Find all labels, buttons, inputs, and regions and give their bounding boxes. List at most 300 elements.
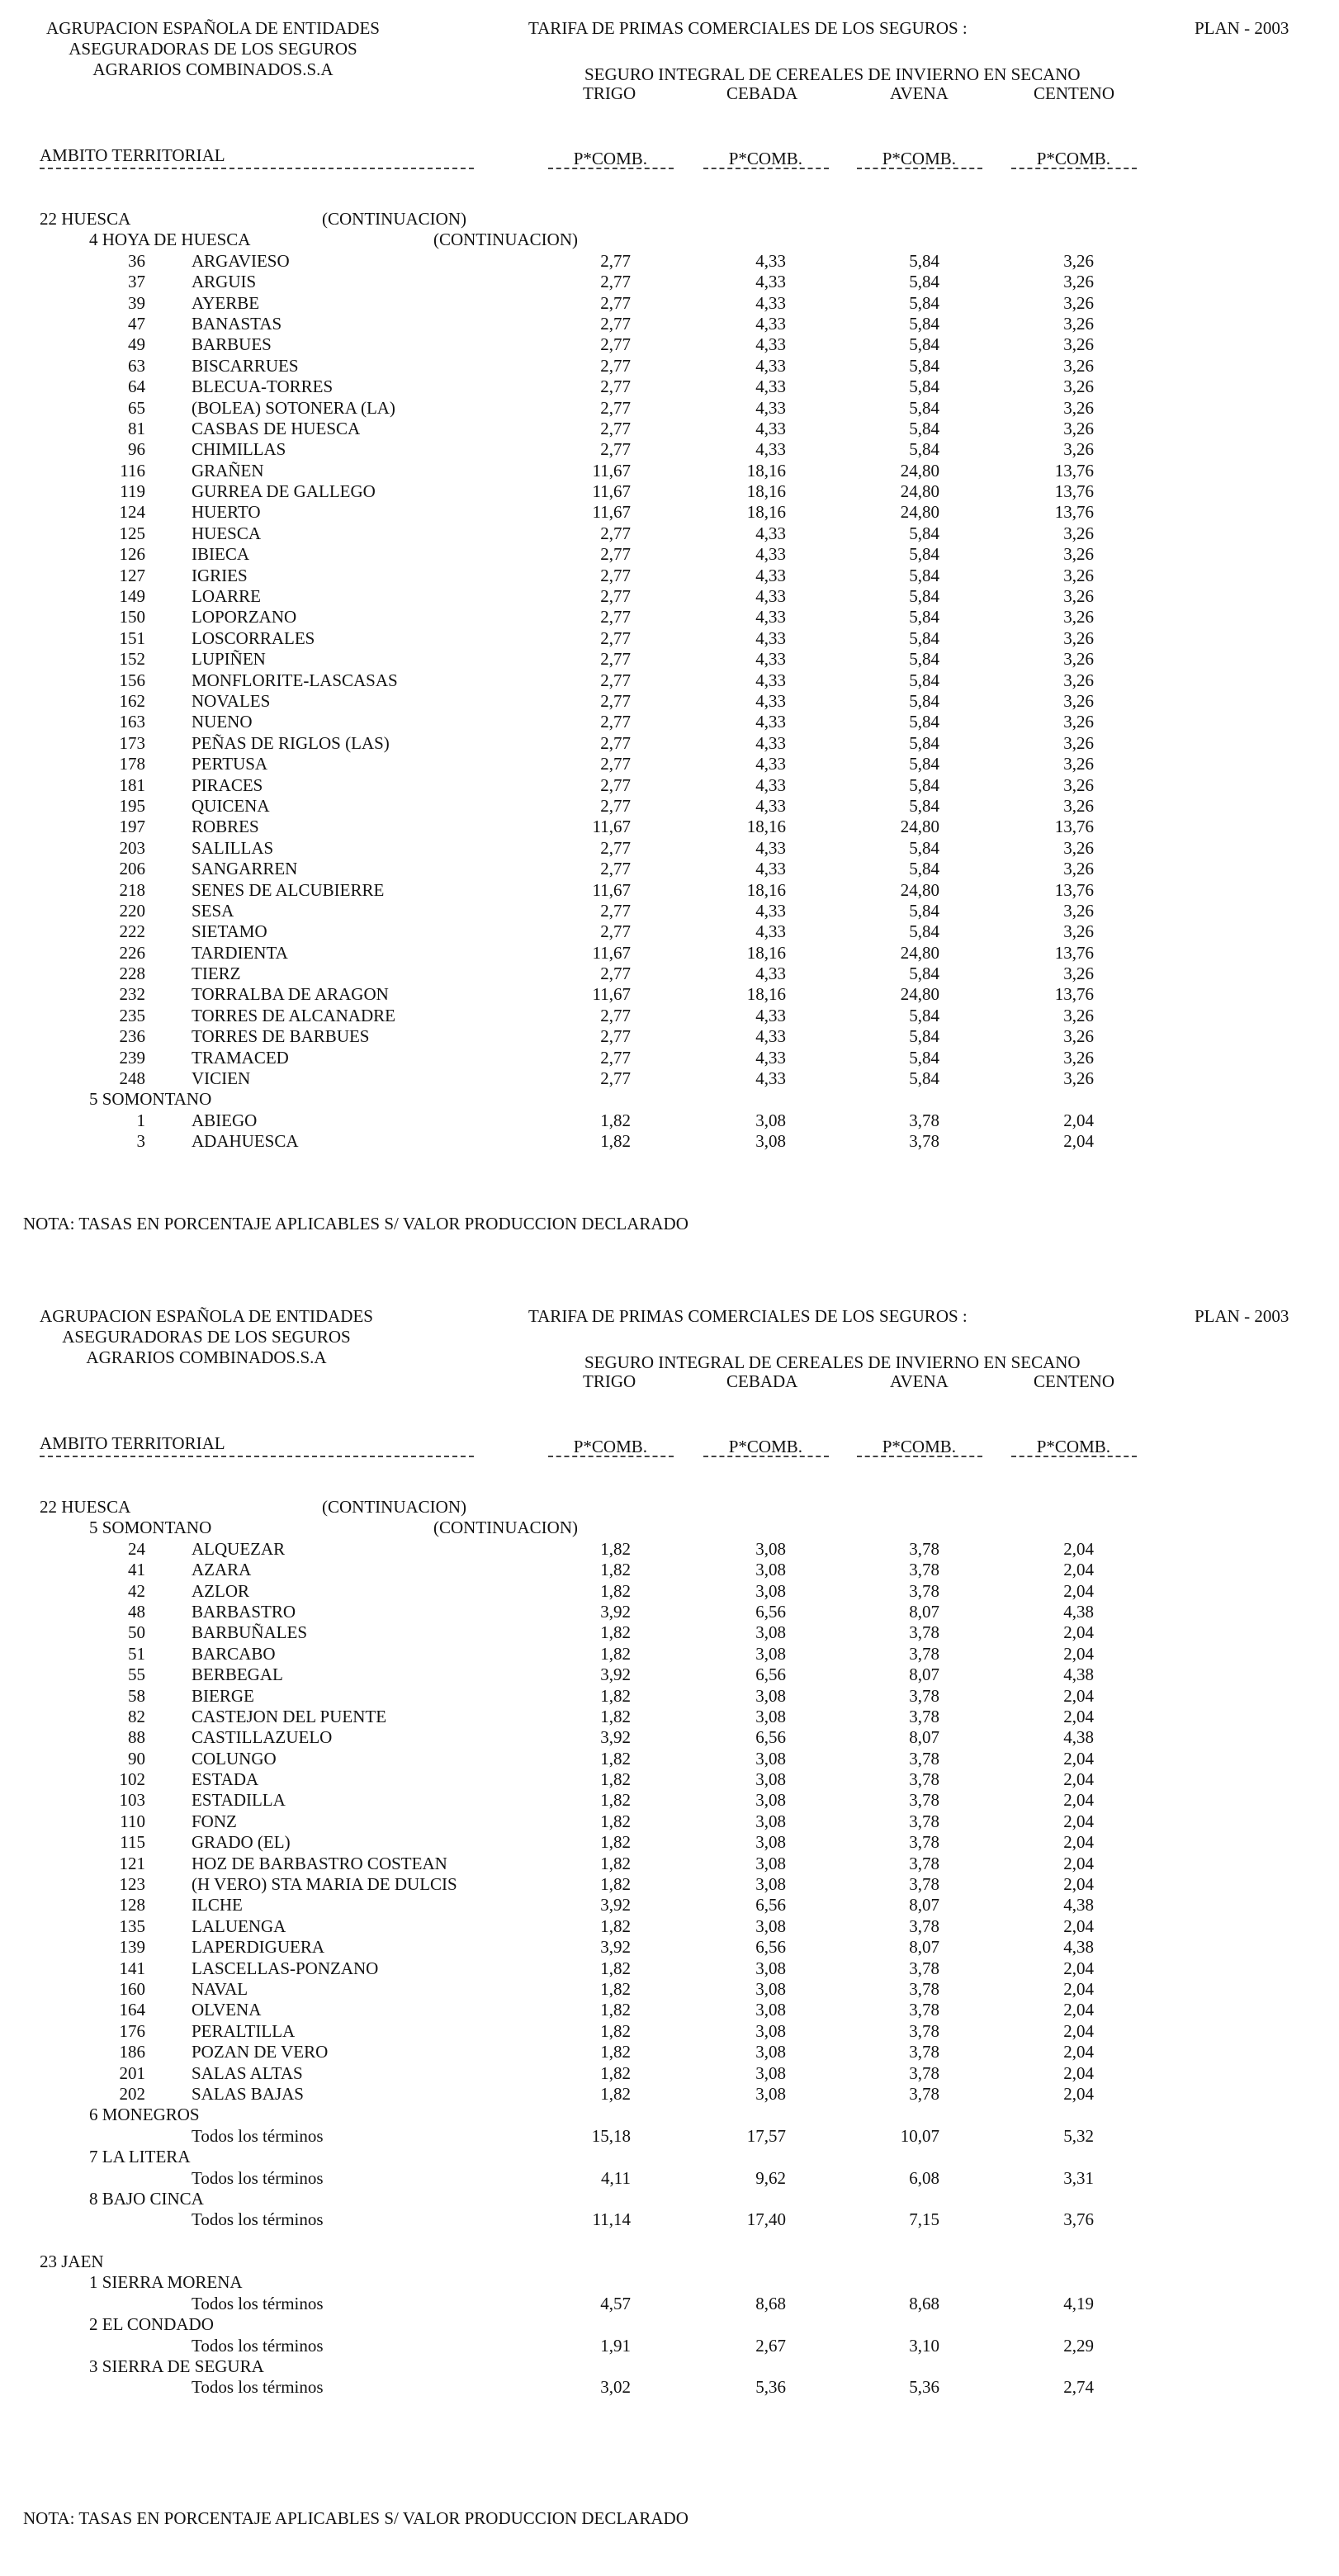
- trigo-rate: 2,77: [600, 690, 631, 711]
- table-row: [0, 1560, 1339, 1580]
- municipality-name: NOVALES: [192, 690, 271, 711]
- municipality-code: 226: [119, 942, 145, 963]
- avena-rate: 3,78: [909, 1853, 939, 1873]
- centeno-rate: 4,38: [1063, 1895, 1094, 1915]
- avena-rate: 5,84: [909, 754, 939, 774]
- municipality-code: 178: [119, 754, 145, 774]
- municipality-name: Todos los términos: [192, 2377, 324, 2398]
- table-row: [0, 2377, 1339, 2398]
- table-row: [0, 2209, 1339, 2230]
- avena-rate: 5,84: [909, 565, 939, 585]
- continuation-label: (CONTINUACION): [433, 230, 578, 250]
- centeno-rate: 3,26: [1063, 607, 1094, 627]
- centeno-rate: 2,04: [1063, 1915, 1094, 1936]
- centeno-rate: 2,04: [1063, 2042, 1094, 2062]
- cebada-rate: 18,16: [746, 502, 786, 523]
- trigo-rate: 2,77: [600, 964, 631, 984]
- municipality-name: LOSCORRALES: [192, 627, 315, 648]
- municipality-code: 160: [119, 1978, 145, 1999]
- comarca-heading: [0, 230, 1339, 250]
- municipality-code: 203: [119, 837, 145, 858]
- avena-rate: 24,80: [900, 942, 939, 963]
- municipality-code: 141: [119, 1958, 145, 1978]
- municipality-code: 173: [119, 732, 145, 753]
- avena-rate: 5,84: [909, 900, 939, 921]
- table-row: [0, 1854, 1339, 1874]
- avena-rate: 5,84: [909, 418, 939, 438]
- cebada-rate: 4,33: [755, 523, 786, 543]
- municipality-name: BISCARRUES: [192, 355, 299, 376]
- municipality-code: 102: [119, 1769, 145, 1790]
- municipality-name: Todos los términos: [192, 2209, 324, 2230]
- centeno-rate: 13,76: [1054, 817, 1094, 837]
- centeno-rate: 3,26: [1063, 1047, 1094, 1068]
- municipality-code: 90: [128, 1748, 145, 1769]
- municipality-code: 232: [119, 984, 145, 1005]
- document-title: TARIFA DE PRIMAS COMERCIALES DE LOS SEGUROS :: [528, 1306, 968, 1326]
- trigo-rate: 3,92: [600, 1895, 631, 1915]
- centeno-rate: 3,26: [1063, 1026, 1094, 1047]
- trigo-rate: 2,77: [600, 732, 631, 753]
- centeno-rate: 2,04: [1063, 1538, 1094, 1559]
- table-row: [0, 1048, 1339, 1068]
- municipality-code: 39: [128, 292, 145, 313]
- centeno-rate: 13,76: [1054, 942, 1094, 963]
- municipality-code: 220: [119, 900, 145, 921]
- centeno-rate: 2,04: [1063, 1131, 1094, 1152]
- avena-rate: 10,07: [900, 2125, 939, 2146]
- trigo-rate: 2,77: [600, 544, 631, 565]
- cebada-rate: 4,33: [755, 921, 786, 942]
- col-avena: AVENA: [890, 83, 949, 103]
- cebada-rate: 9,62: [755, 2167, 786, 2188]
- comarca-heading: [0, 2189, 1339, 2209]
- municipality-code: 186: [119, 2042, 145, 2062]
- table-row: [0, 2021, 1339, 2042]
- municipality-name: LALUENGA: [192, 1915, 286, 1936]
- trigo-rate: 11,67: [592, 879, 631, 900]
- municipality-name: CHIMILLAS: [192, 439, 286, 460]
- table-row: [0, 1602, 1339, 1622]
- col-cebada: CEBADA: [726, 1371, 798, 1391]
- cebada-rate: 8,68: [755, 2293, 786, 2313]
- municipality-name: BARBASTRO: [192, 1601, 296, 1622]
- municipality-name: BARBUES: [192, 334, 272, 355]
- avena-rate: 8,68: [909, 2293, 939, 2313]
- cebada-rate: 3,08: [755, 1915, 786, 1936]
- centeno-rate: 3,26: [1063, 649, 1094, 670]
- municipality-code: 164: [119, 2000, 145, 2020]
- plan-label: PLAN - 2003: [1195, 18, 1289, 38]
- cebada-rate: 3,08: [755, 1685, 786, 1706]
- cebada-rate: 4,33: [755, 355, 786, 376]
- centeno-rate: 3,26: [1063, 313, 1094, 334]
- comarca-heading: [0, 1089, 1339, 1110]
- divider: [40, 1456, 474, 1457]
- municipality-code: 125: [119, 523, 145, 543]
- avena-rate: 5,84: [909, 544, 939, 565]
- trigo-rate: 1,82: [600, 1560, 631, 1580]
- province-heading: [0, 209, 1339, 230]
- cebada-rate: 4,33: [755, 565, 786, 585]
- comarca-heading: [0, 2105, 1339, 2125]
- cebada-rate: 3,08: [755, 2062, 786, 2083]
- continuation-label: (CONTINUACION): [322, 209, 466, 229]
- municipality-code: 96: [128, 439, 145, 460]
- footnote: NOTA: TASAS EN PORCENTAJE APLICABLES S/ VALOR PRODUCCION DECLARADO: [23, 2508, 688, 2528]
- table-row: [0, 251, 1339, 272]
- avena-rate: 3,78: [909, 1811, 939, 1831]
- municipality-code: 149: [119, 586, 145, 607]
- trigo-rate: 1,82: [600, 2042, 631, 2062]
- municipality-name: ESTADILLA: [192, 1790, 286, 1811]
- municipality-name: ROBRES: [192, 817, 259, 837]
- table-row: [0, 817, 1339, 837]
- table-row: [0, 2042, 1339, 2062]
- cebada-rate: 4,33: [755, 754, 786, 774]
- trigo-rate: 15,18: [591, 2125, 631, 2146]
- table-row: [0, 1769, 1339, 1790]
- trigo-rate: 11,67: [592, 460, 631, 481]
- municipality-code: 128: [119, 1895, 145, 1915]
- table-row: [0, 649, 1339, 670]
- municipality-code: 156: [119, 670, 145, 690]
- comarca-heading: [0, 2356, 1339, 2377]
- cebada-rate: 3,08: [755, 1958, 786, 1978]
- cebada-rate: 6,56: [755, 1895, 786, 1915]
- cebada-rate: 18,16: [746, 984, 786, 1005]
- avena-rate: 3,78: [909, 1110, 939, 1130]
- municipality-name: BARBUÑALES: [192, 1622, 308, 1643]
- trigo-rate: 1,82: [600, 1978, 631, 1999]
- table-row: [0, 712, 1339, 732]
- avena-rate: 5,84: [909, 1026, 939, 1047]
- centeno-rate: 3,31: [1063, 2167, 1094, 2188]
- heading-label: 6 MONEGROS: [89, 2105, 200, 2125]
- municipality-code: 115: [120, 1832, 145, 1853]
- comarca-heading: [0, 2314, 1339, 2335]
- avena-rate: 5,84: [909, 1047, 939, 1068]
- table-row: [0, 376, 1339, 397]
- municipality-name: TORRES DE ALCANADRE: [192, 1005, 395, 1025]
- trigo-rate: 2,77: [600, 774, 631, 795]
- heading-label: 5 SOMONTANO: [89, 1089, 212, 1110]
- centeno-rate: 4,38: [1063, 1664, 1094, 1685]
- pcomb-header: P*COMB.: [573, 1437, 647, 1456]
- cebada-rate: 3,08: [755, 2042, 786, 2062]
- cebada-rate: 3,08: [755, 2083, 786, 2104]
- municipality-name: TORRALBA DE ARAGON: [192, 984, 389, 1005]
- table-row: [0, 984, 1339, 1005]
- col-avena: AVENA: [890, 1371, 949, 1391]
- municipality-name: GRADO (EL): [192, 1832, 291, 1853]
- trigo-rate: 2,77: [600, 313, 631, 334]
- cebada-rate: 2,67: [755, 2335, 786, 2356]
- avena-rate: 5,84: [909, 586, 939, 607]
- avena-rate: 3,78: [909, 1790, 939, 1811]
- avena-rate: 3,78: [909, 1685, 939, 1706]
- centeno-rate: 3,26: [1063, 670, 1094, 690]
- heading-label: 7 LA LITERA: [89, 2147, 191, 2167]
- cebada-rate: 4,33: [755, 397, 786, 418]
- heading-label: 23 JAEN: [40, 2252, 104, 2272]
- municipality-code: 48: [128, 1601, 145, 1622]
- table-row: [0, 1958, 1339, 1979]
- municipality-code: 63: [128, 355, 145, 376]
- trigo-rate: 3,92: [600, 1937, 631, 1958]
- avena-rate: 5,84: [909, 1005, 939, 1025]
- ambito-header: AMBITO TERRITORIAL: [40, 145, 225, 165]
- cebada-rate: 3,08: [755, 1131, 786, 1152]
- trigo-rate: 4,11: [601, 2167, 631, 2188]
- centeno-rate: 3,26: [1063, 397, 1094, 418]
- municipality-code: 119: [120, 481, 145, 502]
- trigo-rate: 2,77: [600, 376, 631, 397]
- cebada-rate: 4,33: [755, 544, 786, 565]
- table-row: [0, 293, 1339, 314]
- trigo-rate: 2,77: [600, 1026, 631, 1047]
- municipality-code: 152: [119, 649, 145, 670]
- trigo-rate: 1,82: [600, 2083, 631, 2104]
- centeno-rate: 3,26: [1063, 250, 1094, 271]
- municipality-code: 88: [128, 1727, 145, 1748]
- table-row: [0, 461, 1339, 481]
- centeno-rate: 3,26: [1063, 523, 1094, 543]
- municipality-name: SIETAMO: [192, 921, 267, 942]
- municipality-code: 42: [128, 1580, 145, 1601]
- table-row: [0, 733, 1339, 754]
- heading-label: 1 SIERRA MORENA: [89, 2272, 243, 2293]
- municipality-name: ALQUEZAR: [192, 1538, 286, 1559]
- centeno-rate: 3,26: [1063, 292, 1094, 313]
- trigo-rate: 2,77: [600, 418, 631, 438]
- table-row: [0, 1707, 1339, 1727]
- trigo-rate: 2,77: [600, 397, 631, 418]
- centeno-rate: 2,04: [1063, 1580, 1094, 1601]
- divider: [703, 1456, 829, 1457]
- insurance-subtitle: SEGURO INTEGRAL DE CEREALES DE INVIERNO EN SECANO: [584, 64, 1081, 84]
- cebada-rate: 18,16: [746, 481, 786, 502]
- municipality-name: SESA: [192, 900, 234, 921]
- municipality-name: ILCHE: [192, 1895, 243, 1915]
- centeno-rate: 13,76: [1054, 879, 1094, 900]
- cebada-rate: 4,33: [755, 795, 786, 816]
- cebada-rate: 3,08: [755, 1622, 786, 1643]
- avena-rate: 5,84: [909, 690, 939, 711]
- trigo-rate: 2,77: [600, 439, 631, 460]
- trigo-rate: 2,77: [600, 607, 631, 627]
- trigo-rate: 2,77: [600, 712, 631, 732]
- table-row: [0, 2294, 1339, 2314]
- municipality-name: AZARA: [192, 1560, 252, 1580]
- centeno-rate: 2,04: [1063, 1811, 1094, 1831]
- trigo-rate: 11,67: [592, 481, 631, 502]
- col-trigo: TRIGO: [583, 83, 636, 103]
- col-centeno: CENTENO: [1034, 1371, 1114, 1391]
- centeno-rate: 2,04: [1063, 1643, 1094, 1664]
- table-row: [0, 566, 1339, 586]
- cebada-rate: 17,40: [746, 2209, 786, 2230]
- comarca-heading: [0, 2272, 1339, 2293]
- municipality-code: 126: [119, 544, 145, 565]
- divider: [548, 1456, 674, 1457]
- centeno-rate: 2,74: [1063, 2377, 1094, 2398]
- avena-rate: 5,84: [909, 397, 939, 418]
- avena-rate: 3,78: [909, 2000, 939, 2020]
- municipality-name: QUICENA: [192, 795, 270, 816]
- table-row: [0, 607, 1339, 627]
- municipality-name: HUESCA: [192, 523, 262, 543]
- tariff-table: [0, 1497, 1339, 2398]
- centeno-rate: 2,04: [1063, 2020, 1094, 2041]
- municipality-name: BARCABO: [192, 1643, 276, 1664]
- cebada-rate: 3,08: [755, 1110, 786, 1130]
- footnote: NOTA: TASAS EN PORCENTAJE APLICABLES S/ VALOR PRODUCCION DECLARADO: [23, 1214, 688, 1234]
- avena-rate: 5,84: [909, 250, 939, 271]
- avena-rate: 5,84: [909, 355, 939, 376]
- municipality-name: BERBEGAL: [192, 1664, 283, 1685]
- municipality-name: (H VERO) STA MARIA DE DULCIS: [192, 1874, 457, 1895]
- avena-rate: 3,78: [909, 1538, 939, 1559]
- col-cebada: CEBADA: [726, 83, 798, 103]
- avena-rate: 3,10: [909, 2335, 939, 2356]
- ambito-header: AMBITO TERRITORIAL: [40, 1433, 225, 1453]
- centeno-rate: 2,04: [1063, 1769, 1094, 1790]
- centeno-rate: 2,04: [1063, 1560, 1094, 1580]
- municipality-name: SALAS ALTAS: [192, 2062, 303, 2083]
- table-row: [0, 398, 1339, 419]
- municipality-code: 121: [119, 1853, 145, 1873]
- trigo-rate: 11,67: [592, 942, 631, 963]
- cebada-rate: 3,08: [755, 1853, 786, 1873]
- insurance-subtitle: SEGURO INTEGRAL DE CEREALES DE INVIERNO EN SECANO: [584, 1352, 1081, 1372]
- heading-label: 5 SOMONTANO: [89, 1518, 212, 1538]
- cebada-rate: 4,33: [755, 272, 786, 292]
- cebada-rate: 18,16: [746, 460, 786, 481]
- table-row: [0, 880, 1339, 901]
- municipality-code: 58: [128, 1685, 145, 1706]
- pcomb-header: P*COMB.: [882, 1437, 956, 1456]
- trigo-rate: 2,77: [600, 1047, 631, 1068]
- municipality-name: Todos los términos: [192, 2335, 324, 2356]
- centeno-rate: 2,04: [1063, 1110, 1094, 1130]
- municipality-code: 49: [128, 334, 145, 355]
- municipality-name: PIRACES: [192, 774, 263, 795]
- municipality-name: IGRIES: [192, 565, 248, 585]
- divider: [548, 168, 674, 169]
- centeno-rate: 3,26: [1063, 774, 1094, 795]
- centeno-rate: 3,26: [1063, 900, 1094, 921]
- cebada-rate: 3,08: [755, 1832, 786, 1853]
- trigo-rate: 11,67: [592, 817, 631, 837]
- centeno-rate: 4,38: [1063, 1937, 1094, 1958]
- avena-rate: 24,80: [900, 481, 939, 502]
- avena-rate: 3,78: [909, 1874, 939, 1895]
- cebada-rate: 3,08: [755, 1748, 786, 1769]
- avena-rate: 5,84: [909, 376, 939, 397]
- table-row: [0, 1131, 1339, 1152]
- table-row: [0, 419, 1339, 439]
- centeno-rate: 13,76: [1054, 481, 1094, 502]
- trigo-rate: 2,77: [600, 859, 631, 879]
- municipality-code: 3: [136, 1131, 145, 1152]
- centeno-rate: 4,38: [1063, 1601, 1094, 1622]
- municipality-code: 195: [119, 795, 145, 816]
- avena-rate: 5,84: [909, 334, 939, 355]
- comarca-heading: [0, 2147, 1339, 2167]
- cebada-rate: 3,08: [755, 1706, 786, 1726]
- avena-rate: 3,78: [909, 1622, 939, 1643]
- municipality-name: Todos los términos: [192, 2125, 324, 2146]
- spacer-row: [0, 2231, 1339, 2252]
- avena-rate: 5,84: [909, 649, 939, 670]
- trigo-rate: 1,82: [600, 2062, 631, 2083]
- table-row: [0, 1664, 1339, 1685]
- avena-rate: 5,84: [909, 774, 939, 795]
- municipality-name: SANGARREN: [192, 859, 298, 879]
- avena-rate: 24,80: [900, 460, 939, 481]
- table-row: [0, 523, 1339, 544]
- cebada-rate: 4,33: [755, 439, 786, 460]
- centeno-rate: 3,26: [1063, 376, 1094, 397]
- cebada-rate: 4,33: [755, 732, 786, 753]
- trigo-rate: 1,82: [600, 1832, 631, 1853]
- trigo-rate: 11,67: [592, 502, 631, 523]
- trigo-rate: 2,77: [600, 355, 631, 376]
- continuation-label: (CONTINUACION): [433, 1518, 578, 1538]
- municipality-code: 47: [128, 313, 145, 334]
- municipality-name: VICIEN: [192, 1068, 251, 1089]
- cebada-rate: 6,56: [755, 1937, 786, 1958]
- cebada-rate: 3,08: [755, 1643, 786, 1664]
- centeno-rate: 3,26: [1063, 921, 1094, 942]
- avena-rate: 3,78: [909, 1706, 939, 1726]
- cebada-rate: 3,08: [755, 2000, 786, 2020]
- municipality-code: 36: [128, 250, 145, 271]
- centeno-rate: 3,26: [1063, 1005, 1094, 1025]
- cebada-rate: 6,56: [755, 1727, 786, 1748]
- col-centeno: CENTENO: [1034, 83, 1114, 103]
- centeno-rate: 2,04: [1063, 1958, 1094, 1978]
- trigo-rate: 2,77: [600, 837, 631, 858]
- heading-label: 3 SIERRA DE SEGURA: [89, 2356, 264, 2377]
- table-row: [0, 775, 1339, 796]
- municipality-code: 55: [128, 1664, 145, 1685]
- municipality-name: POZAN DE VERO: [192, 2042, 329, 2062]
- cebada-rate: 4,33: [755, 418, 786, 438]
- table-row: [0, 1026, 1339, 1047]
- trigo-rate: 11,67: [592, 984, 631, 1005]
- municipality-name: SALILLAS: [192, 837, 274, 858]
- centeno-rate: 3,26: [1063, 439, 1094, 460]
- avena-rate: 5,84: [909, 837, 939, 858]
- municipality-code: 162: [119, 690, 145, 711]
- municipality-name: SALAS BAJAS: [192, 2083, 304, 2104]
- table-row: [0, 1895, 1339, 1915]
- cebada-rate: 4,33: [755, 649, 786, 670]
- table-row: [0, 272, 1339, 292]
- avena-rate: 5,84: [909, 607, 939, 627]
- trigo-rate: 2,77: [600, 627, 631, 648]
- trigo-rate: 2,77: [600, 292, 631, 313]
- municipality-code: 81: [128, 418, 145, 438]
- municipality-name: Todos los términos: [192, 2293, 324, 2313]
- municipality-code: 218: [119, 879, 145, 900]
- centeno-rate: 2,04: [1063, 1832, 1094, 1853]
- table-row: [0, 586, 1339, 607]
- centeno-rate: 3,26: [1063, 355, 1094, 376]
- cebada-rate: 4,33: [755, 774, 786, 795]
